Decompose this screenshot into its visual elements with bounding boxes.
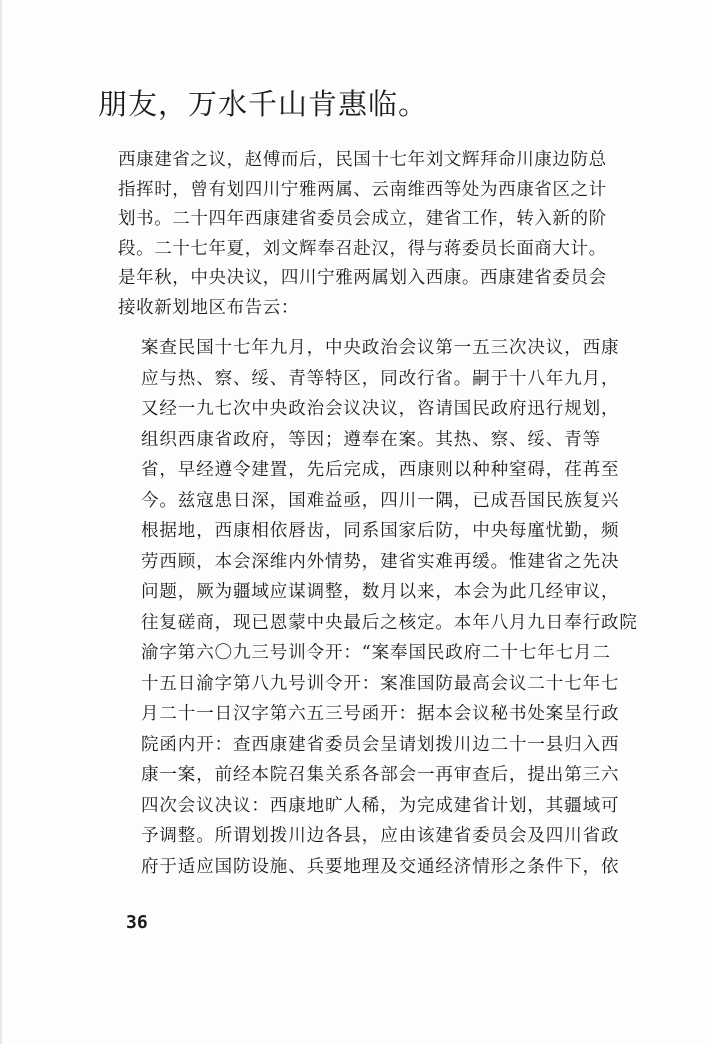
quote-line: 今。兹寇患日深，国难益亟，四川一隅，已成吾国民族复兴	[141, 490, 620, 511]
quote-line: 四次会议决议：西康地旷人稀，为完成建省计划，其疆域可	[141, 795, 620, 816]
quote-line: 劳西顾，本会深维内外情势，建省实难再缓。惟建省之先决	[141, 551, 620, 572]
text-line: 西康建省之议，赵傅而后，民国十七年刘文辉拜命川康边防总	[118, 150, 607, 170]
text-line: 接收新划地区布告云：	[118, 297, 299, 318]
verse-line: 朋友，万水千山肯惠临。	[98, 87, 429, 121]
quote-line: 案查民国十七年九月，中央政治会议第一五三次决议，西康	[141, 338, 620, 358]
text-line: 段。二十七年夏，刘文辉奉召赴汉，得与蒋委员长面商大计。	[118, 238, 607, 259]
quote-line: 康一案，前经本院召集关系各部会一再审查后，提出第三六	[141, 765, 620, 785]
text-line: 是年秋，中央决议，四川宁雅两属划入西康。西康建省委员会	[118, 268, 607, 288]
quote-line: 应与热、察、绥、青等特区，同改行省。嗣于十八年九月，	[141, 368, 620, 389]
quote-line: 月二十一日汉字第六五三号函开：据本会议秘书处案呈行政	[141, 704, 620, 724]
quote-line: 省，早经遵令建置，先后完成，西康则以种种窒碍，荏苒至	[141, 460, 620, 480]
text-line: 指挥时，曾有划四川宁雅两属、云南维西等处为西康省区之计	[118, 179, 607, 200]
quote-line: 往复磋商，现已恩蒙中央最后之核定。本年八月九日奉行政院	[141, 612, 638, 633]
page-number: 36	[126, 912, 148, 933]
quote-line: 院函内开：查西康建省委员会呈请划拨川边二十一县归入西	[141, 734, 620, 755]
text-line: 划书。二十四年西康建省委员会成立，建省工作，转入新的阶	[118, 209, 607, 229]
quote-line: 又经一九七次中央政治会议决议，咨请国民政府迅行规划，	[141, 399, 620, 419]
page-edge	[0, 0, 2, 1044]
quote-line: 府于适应国防设施、兵要地理及交通经济情形之条件下，依	[141, 856, 620, 877]
quote-line: 十五日渝字第八九号训令开：案准国防最高会议二十七年七	[141, 673, 620, 694]
quote-line: 问题，厥为疆域应谋调整，数月以来，本会为此几经审议，	[141, 582, 620, 602]
quote-line: 渝字第六〇九三号训令开：“案奉国民政府二十七年七月二	[141, 643, 611, 663]
intro-paragraph	[118, 146, 638, 323]
quoted-proclamation	[141, 333, 641, 882]
quote-line: 予调整。所谓划拨川边各县，应由该建省委员会及四川省政	[141, 826, 620, 846]
quote-line: 根据地，西康相依唇齿，同系国家后防，中央每廑忧勤，频	[141, 521, 620, 541]
quote-line: 组织西康省政府，等因；遵奉在案。其热、察、绥、青等	[141, 429, 601, 450]
